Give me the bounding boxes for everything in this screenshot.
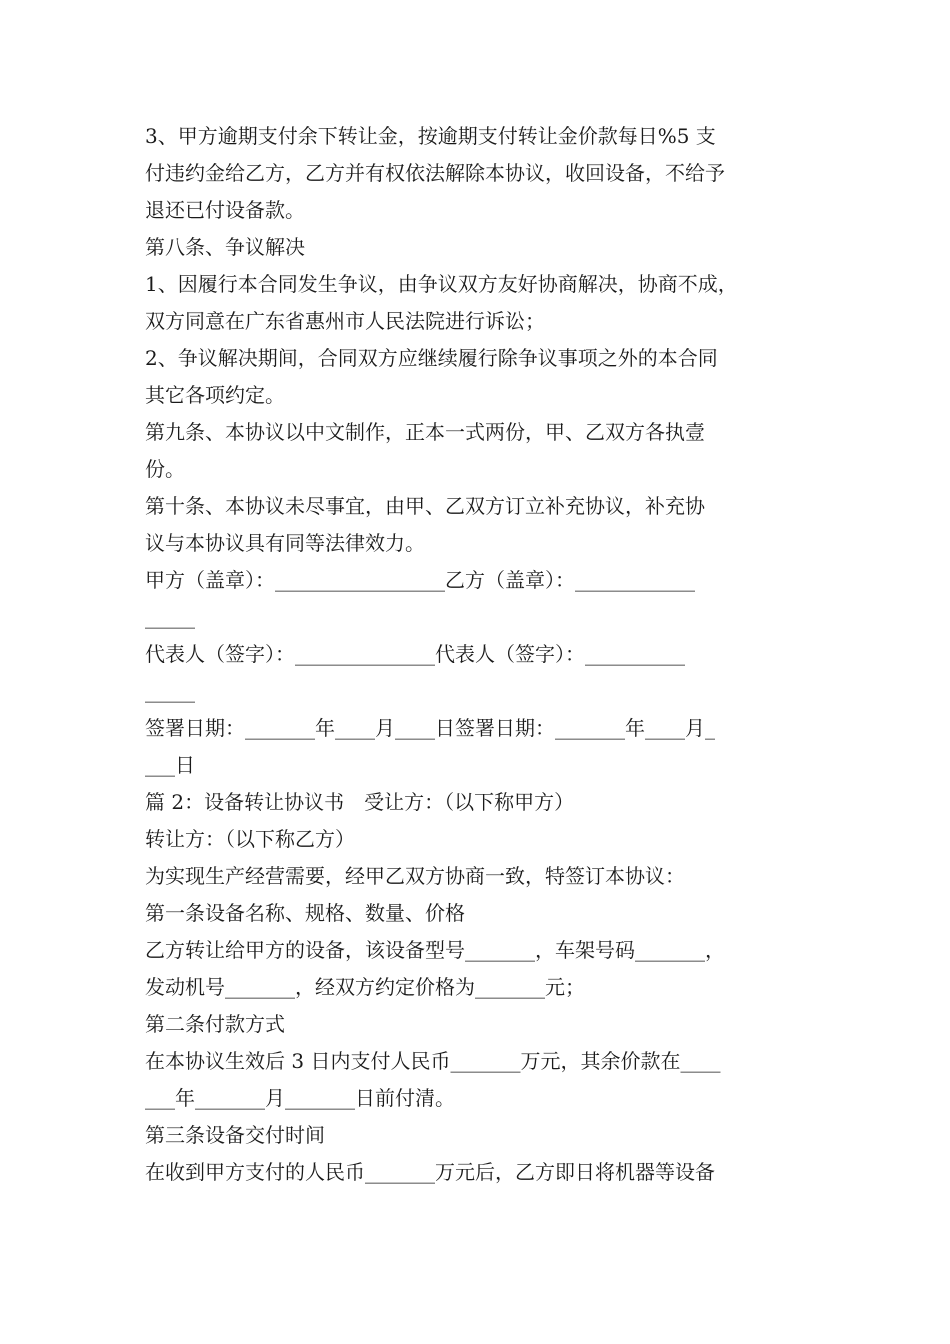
signature-line: _____ xyxy=(145,605,195,629)
text-line: 乙方转让给甲方的设备，该设备型号_______，车架号码_______， xyxy=(145,938,725,962)
text-line: ___年_______月_______日前付清。 xyxy=(145,1086,455,1110)
signature-line: 代表人（签字）：______________代表人（签字）：__________ xyxy=(145,642,685,666)
text-line: 议与本协议具有同等法律效力。 xyxy=(145,531,425,555)
text-line: 第九条、本协议以中文制作，正本一式两份，甲、乙双方各执壹 xyxy=(145,420,705,444)
section-heading: 第二条付款方式 xyxy=(145,1012,285,1036)
section-heading: 第三条设备交付时间 xyxy=(145,1123,325,1147)
text-line: 发动机号_______，经双方约定价格为_______元； xyxy=(145,975,585,999)
text-line: 其它各项约定。 xyxy=(145,383,285,407)
text-line: 双方同意在广东省惠州市人民法院进行诉讼； xyxy=(145,309,545,333)
signature-line: 甲方（盖章）：_________________乙方（盖章）：____________ xyxy=(145,568,695,592)
text-line: 第十条、本协议未尽事宜，由甲、乙双方订立补充协议，补充协 xyxy=(145,494,705,518)
text-line: 份。 xyxy=(145,457,185,481)
text-line: 1、因履行本合同发生争议，由争议双方友好协商解决，协商不成， xyxy=(145,272,738,296)
section-heading: 第一条设备名称、规格、数量、价格 xyxy=(145,901,465,925)
text-line: 在本协议生效后 3 日内支付人民币_______万元，其余价款在____ xyxy=(145,1049,721,1073)
document-body xyxy=(145,118,825,1191)
text-line: 2、争议解决期间，合同双方应继续履行除争议事项之外的本合同 xyxy=(145,346,718,370)
date-line: ___日 xyxy=(145,753,195,777)
document-title: 篇 2：设备转让协议书 受让方：（以下称甲方） xyxy=(145,790,575,814)
signature-line: _____ xyxy=(145,679,195,703)
text-line: 为实现生产经营需要，经甲乙双方协商一致，特签订本协议： xyxy=(145,864,685,888)
date-line: 签署日期：_______年____月____日签署日期：_______年____月_ xyxy=(145,716,715,740)
text-line: 转让方：（以下称乙方） xyxy=(145,827,355,851)
text-line: 退还已付设备款。 xyxy=(145,198,305,222)
text-line: 在收到甲方支付的人民币_______万元后，乙方即日将机器等设备 xyxy=(145,1160,715,1184)
text-line: 付违约金给乙方，乙方并有权依法解除本协议，收回设备，不给予 xyxy=(145,161,725,185)
section-heading: 第八条、争议解决 xyxy=(145,235,305,259)
text-line: 3、甲方逾期支付余下转让金，按逾期支付转让金价款每日%5 支 xyxy=(145,124,716,148)
